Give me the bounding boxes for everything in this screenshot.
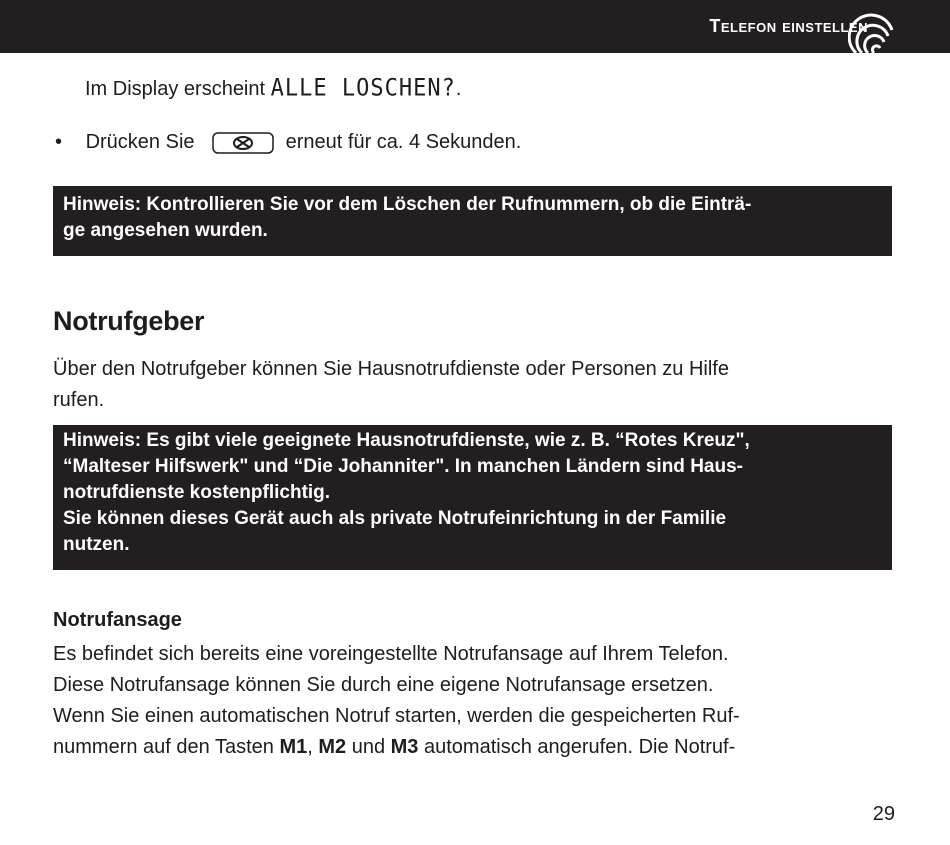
subsection-body: Es befindet sich bereits eine voreingestellte Notrufansage auf Ihrem Telefon. Diese Notrufansage können Sie durch eine eigene Notrufansage ersetzen. Wenn Sie einen automatischen Notruf starten, werden die gespeicherten Ruf- nummern auf den Tasten M1, M2 und M3 automatisch angerufen. Die Notruf-	[53, 643, 740, 758]
section-intro: Über den Notrufgeber können Sie Hausnotrufdienste oder Personen zu Hilfe rufen.	[53, 358, 729, 411]
step-press-key: • Drücken Sie erneut für ca. 4 Sekunden.	[55, 131, 522, 153]
section-title: Telefon einstellen	[709, 16, 868, 36]
key-m3: M3	[390, 736, 419, 758]
page-number: 29	[872, 803, 895, 825]
concentric-arcs-logo-icon	[848, 0, 900, 53]
bullet: •	[55, 131, 63, 153]
step-display-message: Im Display erscheint ALLE LOSCHEN?.	[85, 74, 462, 103]
key-m2: M2	[318, 736, 347, 758]
section-title-notrufgeber: Notrufgeber	[53, 306, 205, 336]
key-m1: M1	[279, 736, 308, 758]
hint-box-emergency-services: Hinweis: Es gibt viele geeignete Hausnotrufdienste, wie z. B. “Rotes Kreuz", “Malteser Hilfswerk" und “Die Johanniter". In manchen Ländern sind Haus- notrufdienste kostenpflichtig. Sie können dieses Gerät auch als private Notrufeinrichtung in der Familie nutzen.	[53, 425, 892, 570]
hint-box-delete: Hinweis: Kontrollieren Sie vor dem Löschen der Rufnummern, ob die Einträ- ge angesehen wurden.	[53, 186, 892, 256]
clear-key-icon	[212, 132, 274, 154]
subsection-title-notrufansage: Notrufansage	[53, 609, 182, 631]
lcd-display-text: ALLE LOSCHEN?	[270, 74, 456, 103]
